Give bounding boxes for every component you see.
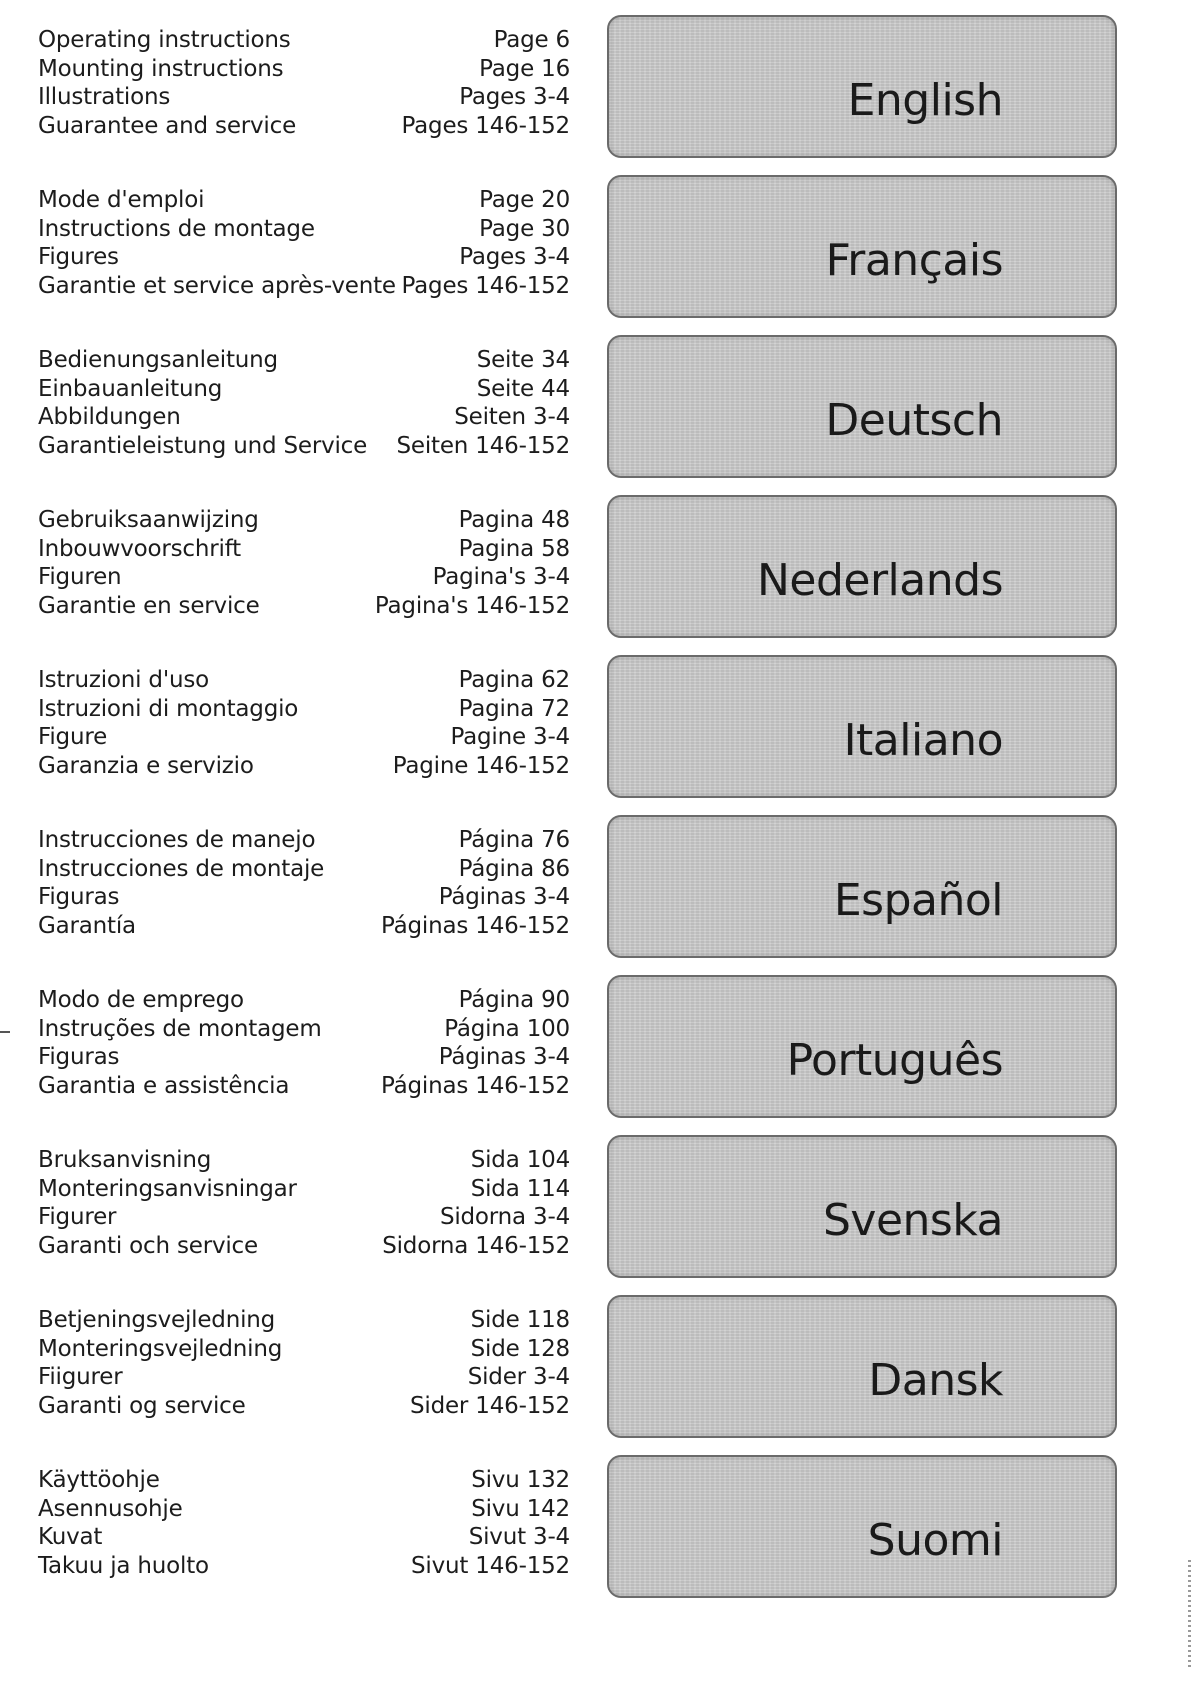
entry-pages: Page 16 [479, 55, 570, 82]
language-tab-label: Español [833, 875, 1003, 926]
entry-label: Instruções de montagem [38, 1015, 322, 1042]
entry-label: Monteringsvejledning [38, 1335, 283, 1362]
entry-label: Instructions de montage [38, 215, 315, 242]
entry-label: Monteringsanvisningar [38, 1175, 297, 1202]
section-francais [0, 160, 1191, 310]
section-nederlands [0, 480, 1191, 630]
entry-pages: Página 90 [458, 987, 570, 1013]
contents-row[interactable] [38, 912, 570, 941]
language-tab-dansk[interactable] [607, 1295, 1117, 1438]
contents-row[interactable] [38, 55, 570, 84]
entry-label: Figures [38, 244, 119, 270]
contents-list [38, 666, 570, 780]
entry-label: Mode d'emploi [38, 187, 205, 213]
contents-row[interactable] [38, 563, 570, 592]
contents-row[interactable] [38, 1552, 570, 1581]
language-tab-label: Svenska [822, 1195, 1003, 1246]
contents-row[interactable] [38, 1072, 570, 1101]
contents-row[interactable] [38, 695, 570, 724]
entry-label: Bruksanvisning [38, 1147, 212, 1173]
contents-row[interactable] [38, 506, 570, 535]
entry-pages: Pages 3-4 [459, 244, 570, 270]
entry-label: Takuu ja huolto [38, 1552, 209, 1579]
entry-pages: Sida 114 [470, 1175, 570, 1202]
section-svenska [0, 1120, 1191, 1270]
contents-row[interactable] [38, 432, 570, 461]
contents-row[interactable] [38, 986, 570, 1015]
contents-row[interactable] [38, 1363, 570, 1392]
language-tab-label: Dansk [868, 1355, 1003, 1406]
entry-label: Instrucciones de manejo [38, 827, 316, 853]
entry-pages: Pagina 62 [458, 667, 570, 693]
contents-row[interactable] [38, 723, 570, 752]
contents-list [38, 1466, 570, 1580]
entry-pages: Sider 146-152 [409, 1392, 570, 1419]
entry-pages: Sivut 146-152 [410, 1552, 570, 1579]
entry-pages: Pagina 58 [458, 535, 570, 562]
contents-row[interactable] [38, 215, 570, 244]
contents-row[interactable] [38, 1335, 570, 1364]
entry-label: Figuren [38, 564, 122, 590]
entry-pages: Seite 44 [476, 375, 570, 402]
language-tab-deutsch[interactable] [607, 335, 1117, 478]
contents-list [38, 1146, 570, 1260]
section-italiano [0, 640, 1191, 790]
language-tab-label: Nederlands [756, 555, 1003, 606]
entry-pages: Page 20 [479, 187, 570, 213]
entry-pages: Página 76 [458, 827, 570, 853]
language-tab-italiano[interactable] [607, 655, 1117, 798]
entry-label: Gebruiksaanwijzing [38, 507, 259, 533]
entry-pages: Side 128 [470, 1335, 570, 1362]
language-tab-suomi[interactable] [607, 1455, 1117, 1598]
section-dansk [0, 1280, 1191, 1430]
entry-label: Fiigurer [38, 1364, 123, 1390]
contents-list [38, 506, 570, 620]
entry-pages: Páginas 3-4 [438, 1044, 570, 1070]
entry-label: Käyttöohje [38, 1467, 160, 1493]
contents-row[interactable] [38, 666, 570, 695]
section-suomi [0, 1440, 1191, 1590]
entry-label: Abbildungen [38, 404, 181, 430]
entry-label: Figure [38, 724, 108, 750]
entry-pages: Sida 104 [470, 1147, 570, 1173]
contents-row[interactable] [38, 112, 570, 141]
language-tab-francais[interactable] [607, 175, 1117, 318]
language-tab-english[interactable] [607, 15, 1117, 158]
contents-row[interactable] [38, 1466, 570, 1495]
entry-pages: Sidorna 3-4 [439, 1204, 570, 1230]
entry-pages: Sivut 3-4 [468, 1524, 570, 1550]
contents-row[interactable] [38, 243, 570, 272]
entry-label: Garantieleistung und Service [38, 432, 368, 459]
language-tab-label: English [847, 75, 1003, 126]
entry-label: Einbauanleitung [38, 375, 223, 402]
section-english [0, 0, 1191, 150]
contents-row[interactable] [38, 752, 570, 781]
entry-label: Istruzioni di montaggio [38, 695, 299, 722]
entry-pages: Page 30 [479, 215, 570, 242]
section-portugues [0, 960, 1191, 1110]
entry-pages: Sidorna 146-152 [382, 1232, 570, 1259]
entry-pages: Página 86 [458, 855, 570, 882]
entry-pages: Página 100 [444, 1015, 570, 1042]
entry-pages: Pagina 72 [458, 695, 570, 722]
contents-row[interactable] [38, 272, 570, 301]
contents-list [38, 346, 570, 460]
entry-label: Garanti og service [38, 1392, 246, 1419]
entry-pages: Seiten 146-152 [396, 432, 570, 459]
language-tab-label: Italiano [843, 715, 1003, 766]
section-espanol [0, 800, 1191, 950]
entry-pages: Sivu 132 [471, 1467, 570, 1493]
entry-label: Kuvat [38, 1524, 103, 1550]
entry-label: Illustrations [38, 84, 171, 110]
entry-pages: Pages 146-152 [401, 272, 570, 299]
entry-label: Inbouwvoorschrift [38, 535, 241, 562]
entry-pages: Pagine 3-4 [450, 724, 570, 750]
contents-row[interactable] [38, 1306, 570, 1335]
entry-label: Betjeningsvejledning [38, 1307, 276, 1333]
entry-pages: Sider 3-4 [467, 1364, 570, 1390]
contents-row[interactable] [38, 1146, 570, 1175]
contents-row[interactable] [38, 592, 570, 621]
entry-pages: Pages 146-152 [401, 112, 570, 139]
entry-label: Figuras [38, 1044, 120, 1070]
language-tab-label: Français [825, 235, 1003, 286]
entry-label: Garantie et service après-vente [38, 272, 396, 299]
contents-row[interactable] [38, 1523, 570, 1552]
entry-pages: Pagina 48 [458, 507, 570, 533]
entry-label: Asennusohje [38, 1495, 183, 1522]
contents-row[interactable] [38, 535, 570, 564]
entry-label: Figurer [38, 1204, 117, 1230]
contents-row[interactable] [38, 855, 570, 884]
entry-label: Garanti och service [38, 1232, 258, 1259]
language-tab-label: Deutsch [825, 395, 1003, 446]
margin-tick-mark [0, 1031, 10, 1033]
entry-pages: Páginas 146-152 [381, 912, 570, 939]
entry-label: Instrucciones de montaje [38, 855, 325, 882]
contents-list [38, 826, 570, 940]
entry-pages: Pagine 146-152 [392, 752, 570, 779]
entry-pages: Seite 34 [476, 347, 570, 373]
contents-row[interactable] [38, 826, 570, 855]
section-deutsch [0, 320, 1191, 470]
entry-label: Modo de emprego [38, 987, 244, 1013]
entry-label: Garantía [38, 912, 136, 939]
entry-label: Garantie en service [38, 592, 260, 619]
contents-list [38, 26, 570, 140]
contents-row[interactable] [38, 1495, 570, 1524]
language-tab-portugues[interactable] [607, 975, 1117, 1118]
entry-pages: Pagina's 146-152 [374, 592, 570, 619]
language-tab-label: Suomi [867, 1515, 1003, 1566]
language-tab-svenska[interactable] [607, 1135, 1117, 1278]
entry-label: Bedienungsanleitung [38, 347, 278, 373]
contents-row[interactable] [38, 1043, 570, 1072]
language-tab-espanol[interactable] [607, 815, 1117, 958]
entry-label: Operating instructions [38, 27, 291, 53]
contents-row[interactable] [38, 1175, 570, 1204]
contents-row[interactable] [38, 1392, 570, 1421]
contents-row[interactable] [38, 83, 570, 112]
entry-pages: Sivu 142 [471, 1495, 570, 1522]
entry-pages: Seiten 3-4 [454, 404, 570, 430]
entry-label: Garanzia e servizio [38, 752, 254, 779]
entry-label: Guarantee and service [38, 112, 297, 139]
contents-list [38, 986, 570, 1100]
entry-pages: Side 118 [470, 1307, 570, 1333]
entry-label: Mounting instructions [38, 55, 284, 82]
entry-pages: Páginas 3-4 [438, 884, 570, 910]
entry-label: Garantia e assistência [38, 1072, 290, 1099]
contents-row[interactable] [38, 1203, 570, 1232]
entry-pages: Páginas 146-152 [381, 1072, 570, 1099]
contents-row[interactable] [38, 403, 570, 432]
contents-list [38, 186, 570, 300]
contents-row[interactable] [38, 186, 570, 215]
language-tab-nederlands[interactable] [607, 495, 1117, 638]
entry-pages: Pages 3-4 [459, 84, 570, 110]
entry-label: Figuras [38, 884, 120, 910]
contents-row[interactable] [38, 346, 570, 375]
contents-row[interactable] [38, 26, 570, 55]
contents-row[interactable] [38, 1232, 570, 1261]
contents-row[interactable] [38, 375, 570, 404]
contents-row[interactable] [38, 883, 570, 912]
contents-list [38, 1306, 570, 1420]
entry-pages: Page 6 [493, 27, 570, 53]
language-tab-label: Português [786, 1035, 1003, 1086]
entry-pages: Pagina's 3-4 [432, 564, 570, 590]
entry-label: Istruzioni d'uso [38, 667, 209, 693]
contents-row[interactable] [38, 1015, 570, 1044]
